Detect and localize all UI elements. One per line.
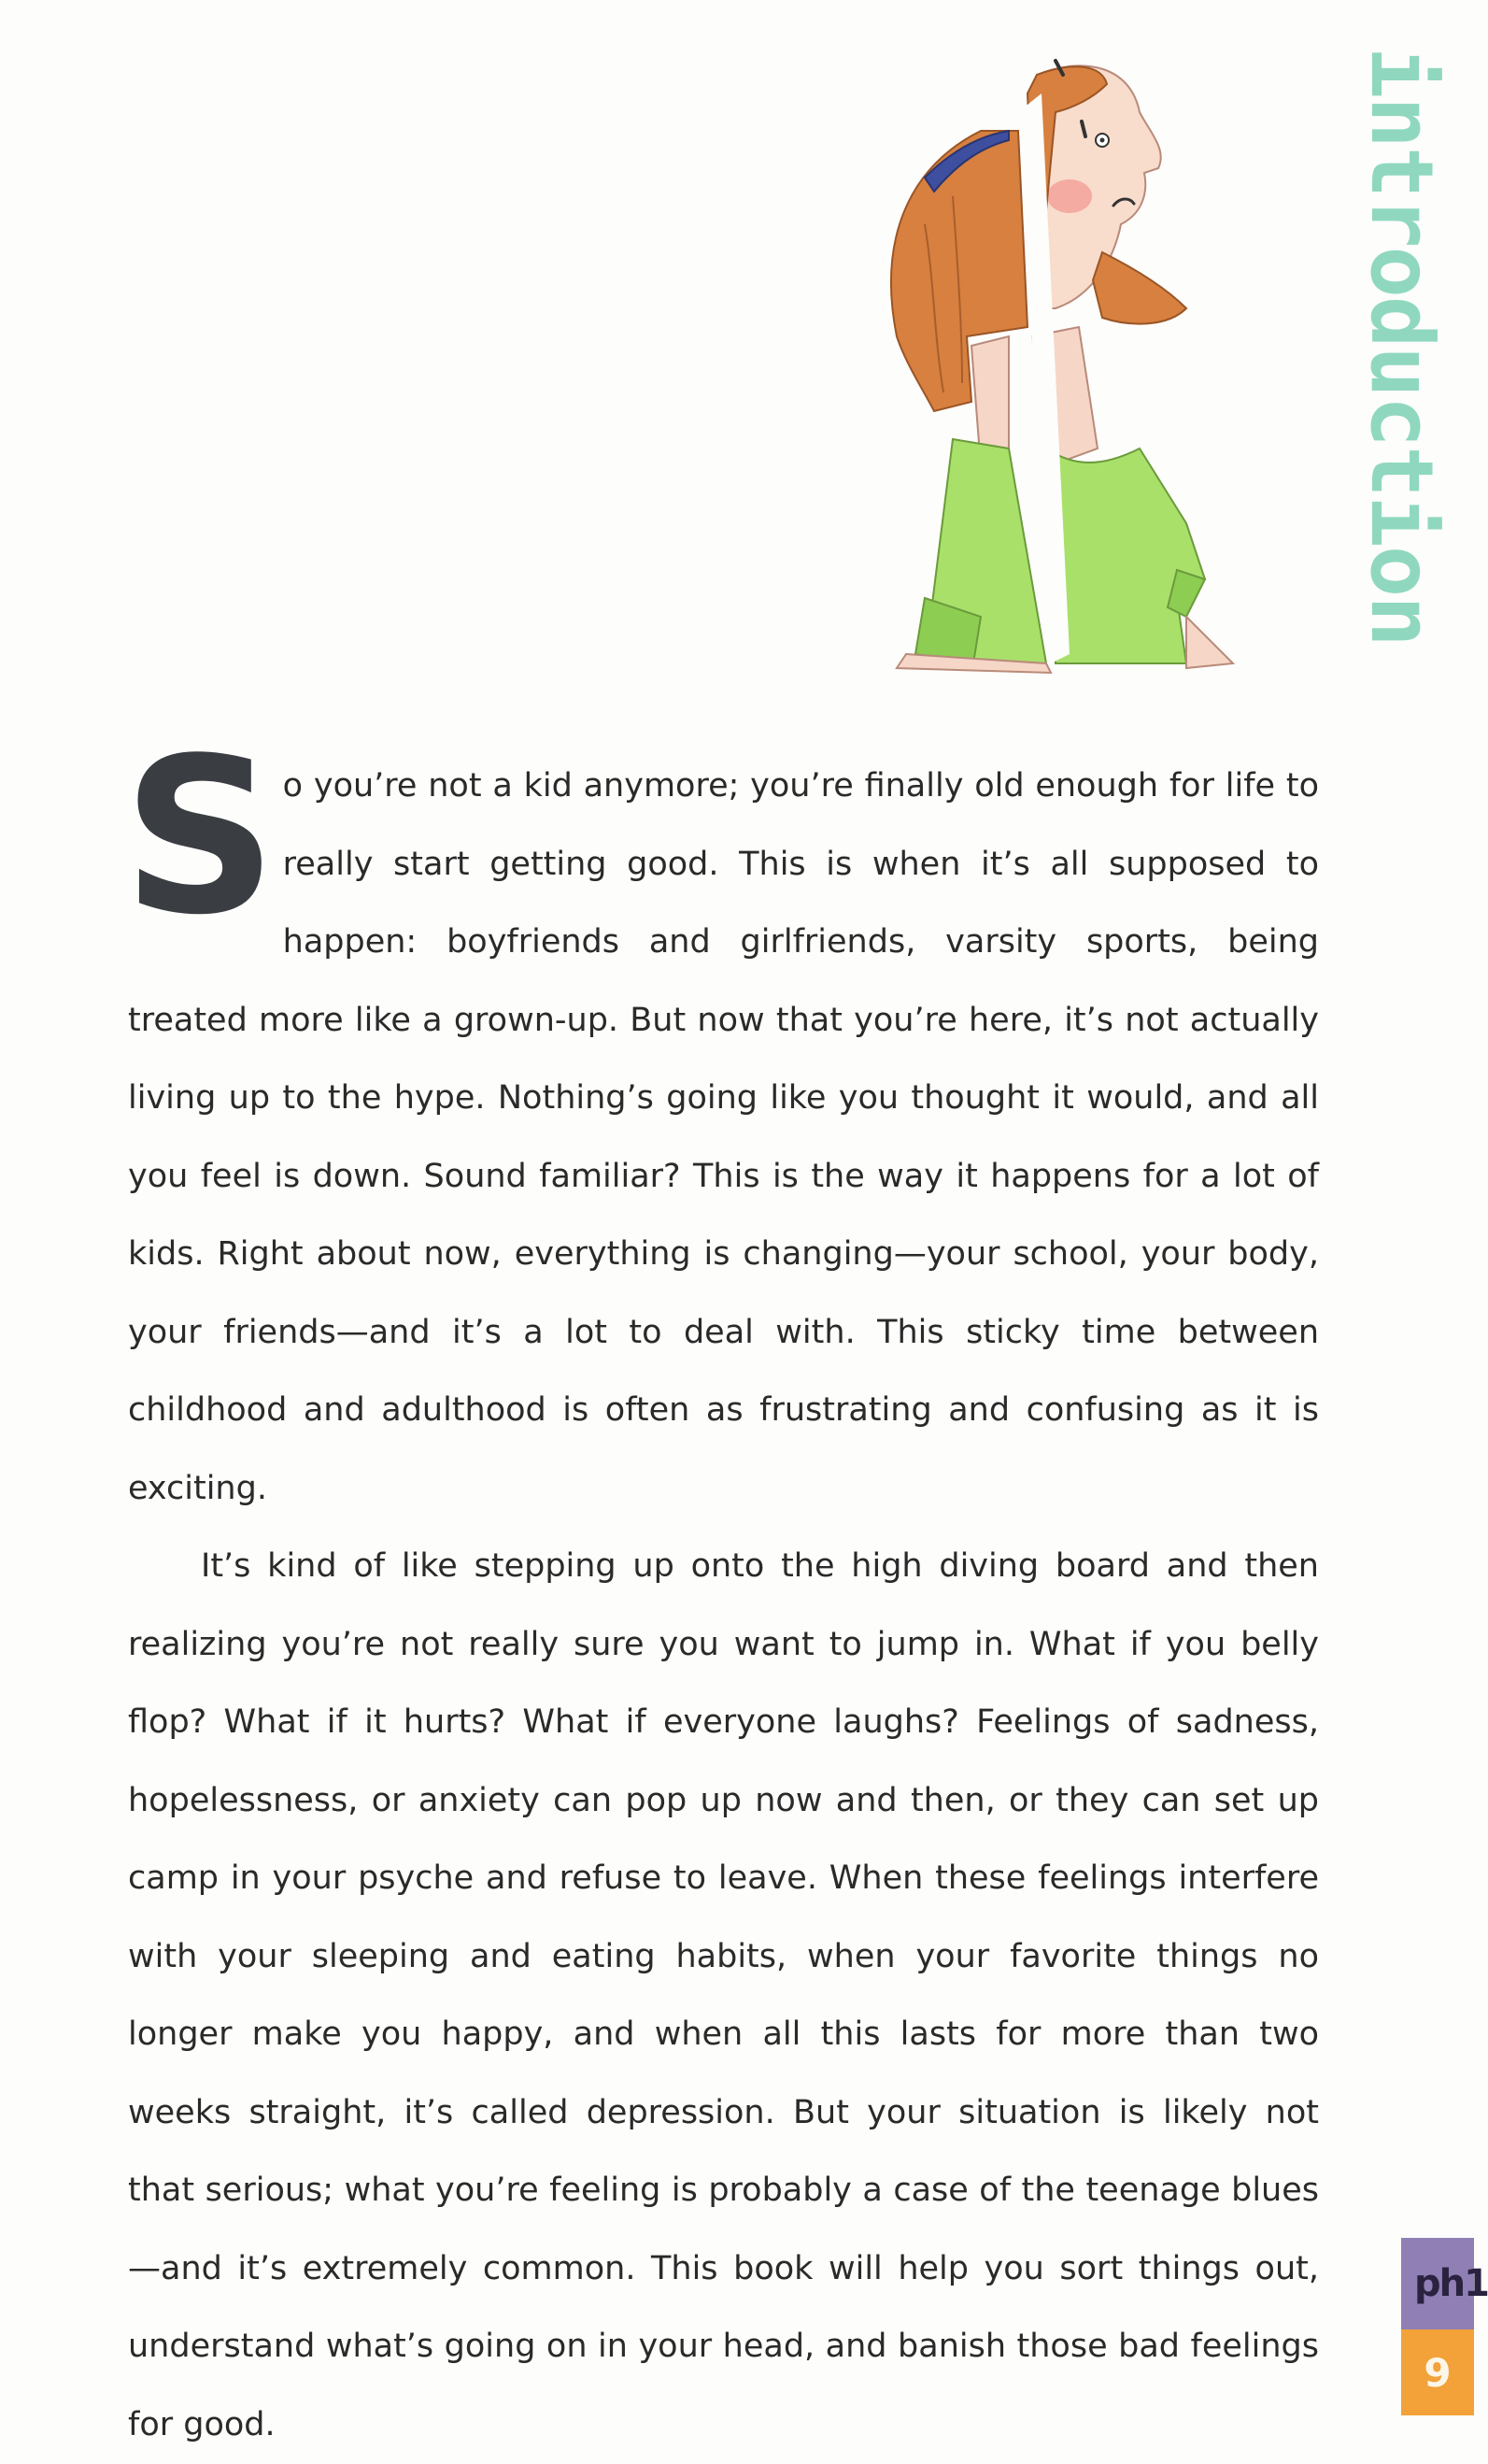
body-text bbox=[122, 645, 1319, 2464]
split-face-girl-illustration bbox=[869, 56, 1298, 701]
section-label: introduction bbox=[1352, 47, 1452, 646]
paragraph-2-text: It’s kind of like stepping up onto the high diving board and then realizing you’re not really sure you want to jump in. What if you belly flop? What if it hurts? What if everyone laughs? Feelings of sadness, hopelessness, or anxiety can pop up now and then, or they can set up camp in your psyche and refuse to leave. When these feelings interfere with your sleeping and eating habits, when your favorite things no longer make you happy, and when all this lasts for more than two weeks straight, it’s called depression. But your situation is likely not that serious; what you’re feeling is probably a case of the teenage blues—and it’s extremely common. This book will help you sort things out, understand what’s going on in your head, and banish those bad feelings for good. bbox=[128, 1547, 1319, 2443]
chapter-tab bbox=[1401, 2238, 1488, 2329]
page-number-tab bbox=[1401, 2329, 1474, 2415]
paragraph-1 bbox=[122, 645, 1319, 1528]
paragraph-1-text: o you’re not a kid anymore; you’re finally old enough for life to really start getting good. This is when it’s all supposed to happen: boyfriends and girlfriends, varsity sports, being treated more like a grown-up. But now that you’re here, it’s not actually living up to the hype. Nothing’s going like you thought it would, and all you feel is down. Sound familiar? This is the way it happens for a lot of kids. Right about now, everything is changing—your school, your body, your friends—and it’s a lot to deal with. This sticky time between childhood and adulthood is often as frustrating and confusing as it is exciting. bbox=[128, 767, 1319, 1507]
chapter-tab-label: ph1 bbox=[1414, 2262, 1488, 2305]
page-number: 9 bbox=[1424, 2349, 1452, 2396]
drop-cap: S bbox=[122, 713, 277, 962]
paragraph-2 bbox=[128, 1528, 1319, 2464]
